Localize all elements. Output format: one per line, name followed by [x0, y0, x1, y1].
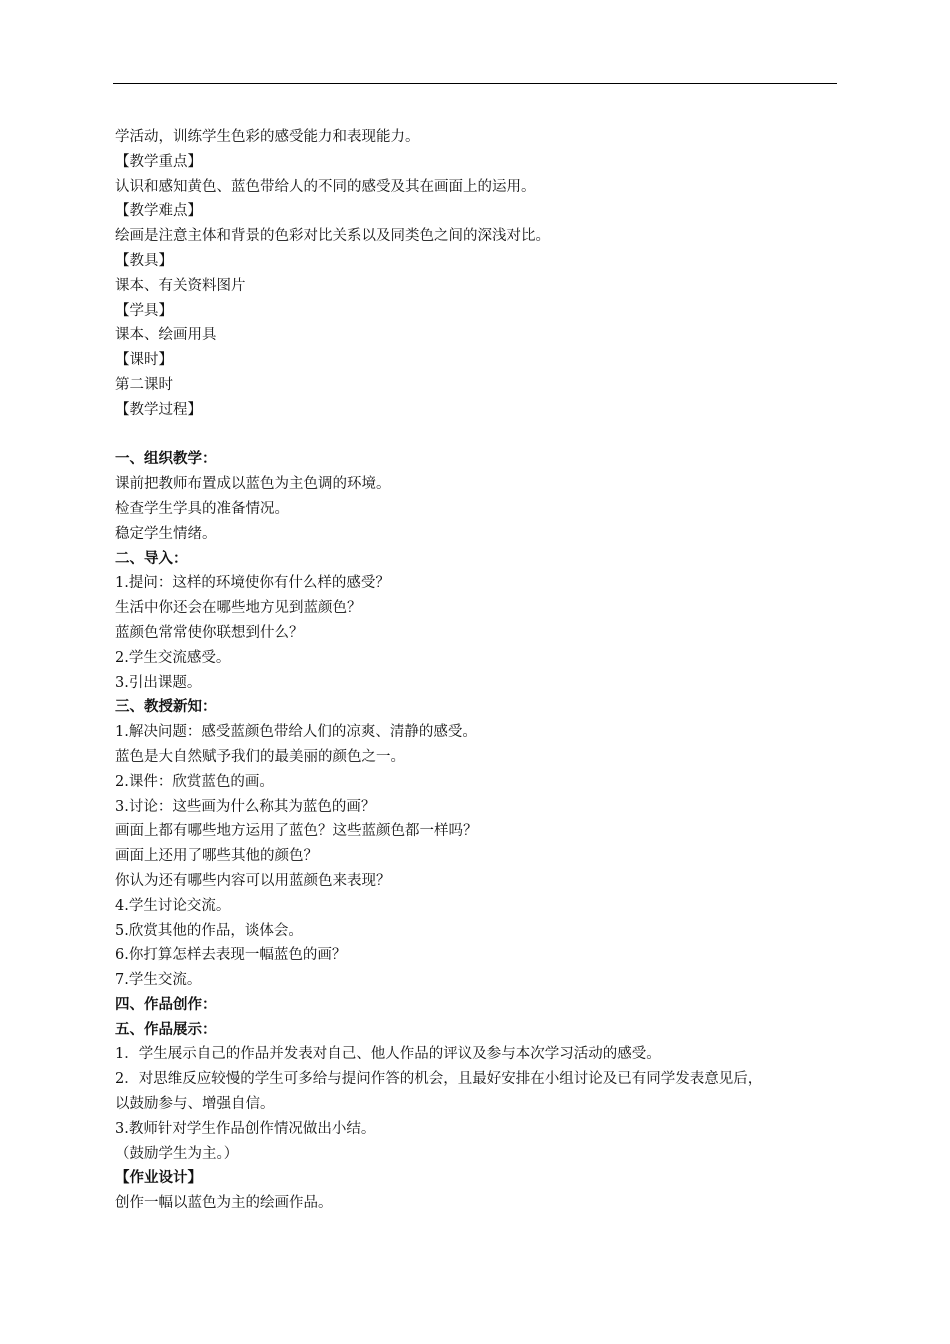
text-line: 3.引出课题。 — [115, 674, 202, 691]
text-line: 【学具】 — [115, 302, 173, 319]
text-line: 蓝颜色常常使你联想到什么？ — [115, 624, 304, 641]
blank-line — [115, 423, 850, 448]
text-line: （鼓励学生为主。） — [115, 1145, 239, 1162]
header-rule — [113, 83, 837, 84]
text-line: 6.你打算怎样去表现一幅蓝色的画？ — [115, 947, 347, 964]
section-heading: 五、作品展示： — [115, 1021, 217, 1038]
section-heading: 【作业设计】 — [115, 1170, 202, 1187]
text-line: 1．学生展示自己的作品并发表对自己、他人作品的评议及参与本次学习活动的感受。 — [115, 1046, 661, 1063]
text-line: 学活动，训练学生色彩的感受能力和表现能力。 — [115, 129, 420, 145]
text-line: 第二课时 — [115, 376, 173, 393]
section-heading: 二、导入： — [115, 550, 188, 567]
text-line: 课本、绘画用具 — [115, 327, 217, 344]
text-line: 【教学难点】 — [115, 203, 202, 220]
text-line: 以鼓励参与、增强自信。 — [115, 1096, 275, 1113]
text-line: 画面上还用了哪些其他的颜色？ — [115, 848, 318, 865]
text-line: 2．对思维反应较慢的学生可多给与提问作答的机会，且最好安排在小组讨论及已有同学发表意见后， — [115, 1071, 763, 1088]
text-line: 蓝色是大自然赋予我们的最美丽的颜色之一。 — [115, 748, 405, 765]
text-line: 4.学生讨论交流。 — [115, 897, 231, 914]
text-line: 【教具】 — [115, 252, 173, 269]
text-line: 课前把教师布置成以蓝色为主色调的环境。 — [115, 476, 391, 493]
document-body — [115, 125, 850, 1216]
text-line: 【教学过程】 — [115, 401, 202, 418]
text-line: 认识和感知黄色、蓝色带给人的不同的感受及其在画面上的运用。 — [115, 178, 536, 195]
text-line: 【课时】 — [115, 352, 173, 369]
text-line: 绘画是注意主体和背景的色彩对比关系以及同类色之间的深浅对比。 — [115, 228, 550, 245]
section-heading: 一、组织教学： — [115, 451, 217, 468]
text-line: 5.欣赏其他的作品，谈体会。 — [115, 922, 303, 939]
text-line: 1.提问：这样的环境使你有什么样的感受？ — [115, 575, 390, 592]
text-line: 3.讨论：这些画为什么称其为蓝色的画？ — [115, 798, 376, 815]
text-line: 稳定学生情绪。 — [115, 525, 217, 542]
section-heading: 三、教授新知： — [115, 699, 217, 716]
text-line: 画面上都有哪些地方运用了蓝色？这些蓝颜色都一样吗？ — [115, 823, 478, 840]
text-line: 【教学重点】 — [115, 153, 202, 170]
text-line: 7.学生交流。 — [115, 972, 202, 989]
text-line: 2.课件：欣赏蓝色的画。 — [115, 773, 274, 790]
text-line: 课本、有关资料图片 — [115, 277, 246, 294]
text-line: 你认为还有哪些内容可以用蓝颜色来表现？ — [115, 872, 391, 889]
text-line: 1.解决问题：感受蓝颜色带给人们的凉爽、清静的感受。 — [115, 724, 477, 741]
text-line: 3.教师针对学生作品创作情况做出小结。 — [115, 1120, 376, 1137]
text-line: 检查学生学具的准备情况。 — [115, 500, 289, 517]
text-line: 生活中你还会在哪些地方见到蓝颜色？ — [115, 600, 362, 617]
section-heading: 四、作品创作： — [115, 996, 217, 1013]
text-line: 创作一幅以蓝色为主的绘画作品。 — [115, 1195, 333, 1212]
text-line: 2.学生交流感受。 — [115, 649, 231, 666]
